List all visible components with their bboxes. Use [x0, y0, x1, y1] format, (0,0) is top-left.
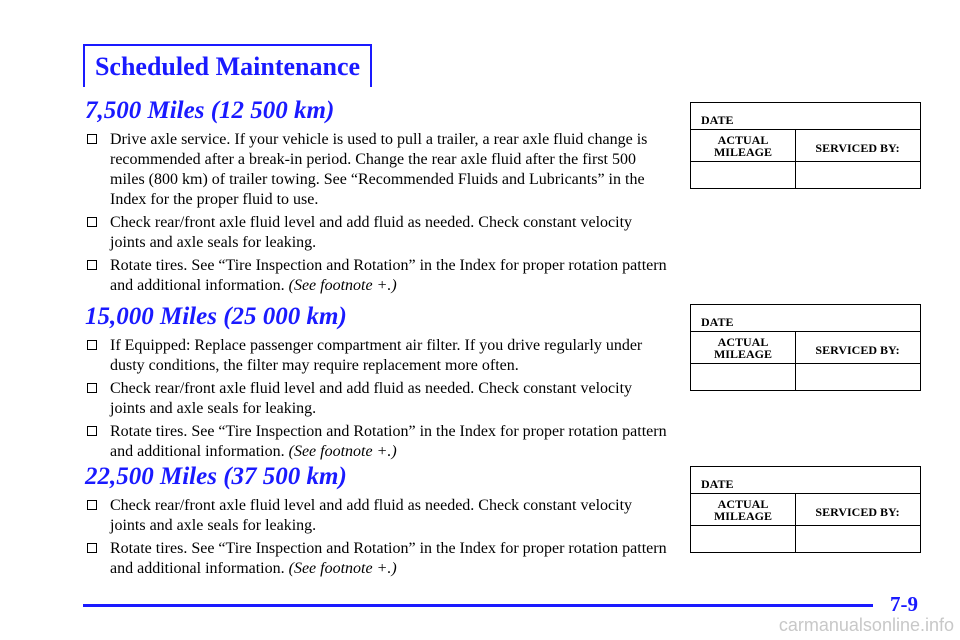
- item-text: If Equipped: Replace passenger compartment air filter. If you drive regularly under dusty conditions, the filter may require replacement more often.: [110, 337, 643, 374]
- checklist-item: [85, 336, 670, 376]
- divider: [691, 363, 920, 364]
- divider: [691, 493, 920, 494]
- mileage-label: MILEAGE: [713, 145, 772, 159]
- mileage-label: MILEAGE: [713, 347, 772, 361]
- divider: [795, 331, 796, 390]
- checkbox[interactable]: [87, 543, 97, 553]
- checkbox[interactable]: [87, 426, 97, 436]
- section-title-tab: [83, 44, 372, 87]
- maintenance-section-22500: [85, 462, 670, 582]
- section-title: Scheduled Maintenance: [94, 51, 361, 81]
- service-log-box[interactable]: [690, 466, 921, 553]
- serviced-by-label: SERVICED BY:: [815, 141, 900, 155]
- serviced-by-label: SERVICED BY:: [815, 343, 900, 357]
- checkbox[interactable]: [87, 500, 97, 510]
- date-label: DATE: [701, 477, 734, 491]
- checklist-item: [85, 379, 670, 419]
- date-label: DATE: [701, 315, 734, 329]
- checkbox[interactable]: [87, 383, 97, 393]
- divider: [795, 493, 796, 552]
- item-text: Rotate tires. See “Tire Inspection and Rotation” in the Index for proper rotation pattern and additional information.: [110, 423, 667, 460]
- maintenance-section-15000: [85, 302, 670, 465]
- checkbox[interactable]: [87, 217, 97, 227]
- checkbox[interactable]: [87, 340, 97, 350]
- divider: [691, 525, 920, 526]
- item-text: Check rear/front axle fluid level and add fluid as needed. Check constant velocity joints and axle seals for leaking.: [110, 497, 633, 534]
- actual-mileage-label: [691, 498, 795, 522]
- watermark: carmanualsonline.info: [778, 615, 954, 635]
- checklist-item: [85, 539, 670, 579]
- section-heading: 22,500 Miles (37 500 km): [85, 463, 347, 490]
- item-text: Check rear/front axle fluid level and add fluid as needed. Check constant velocity joints and axle seals for leaking.: [110, 214, 633, 251]
- item-text: Check rear/front axle fluid level and add fluid as needed. Check constant velocity joints and axle seals for leaking.: [110, 380, 633, 417]
- actual-label: ACTUAL: [717, 335, 769, 349]
- checklist-item: [85, 496, 670, 536]
- actual-label: ACTUAL: [717, 497, 769, 511]
- checkbox[interactable]: [87, 134, 97, 144]
- item-text: Drive axle service. If your vehicle is used to pull a trailer, a rear axle fluid change is recommended after a break-in period. Change the rear axle fluid after the first 500 miles (800 km) of trailer towing. See “Recommended Fluids and Lubricants” in the Index for the proper fluid to use.: [110, 131, 648, 208]
- item-text: Rotate tires. See “Tire Inspection and Rotation” in the Index for proper rotation pattern and additional information.: [110, 540, 667, 577]
- checklist-item: [85, 422, 670, 462]
- divider: [691, 129, 920, 130]
- section-heading: 7,500 Miles (12 500 km): [85, 97, 335, 124]
- maintenance-section-7500: [85, 96, 670, 299]
- serviced-by-label: SERVICED BY:: [815, 505, 900, 519]
- actual-mileage-label: [691, 336, 795, 360]
- divider: [691, 331, 920, 332]
- item-footnote: (See footnote +.): [288, 443, 397, 460]
- actual-mileage-label: [691, 134, 795, 158]
- date-label: DATE: [701, 113, 734, 127]
- footer-rule: [83, 604, 873, 607]
- item-footnote: (See footnote +.): [288, 560, 397, 577]
- divider: [795, 129, 796, 188]
- checklist-item: [85, 213, 670, 253]
- service-log-box[interactable]: [690, 304, 921, 391]
- actual-label: ACTUAL: [717, 133, 769, 147]
- item-text: Rotate tires. See “Tire Inspection and Rotation” in the Index for proper rotation pattern and additional information.: [110, 257, 667, 294]
- mileage-label: MILEAGE: [713, 509, 772, 523]
- page-number: 7-9: [890, 592, 918, 616]
- checklist-item: [85, 130, 670, 210]
- service-log-box[interactable]: [690, 102, 921, 189]
- checkbox[interactable]: [87, 260, 97, 270]
- section-heading: 15,000 Miles (25 000 km): [85, 303, 347, 330]
- item-footnote: (See footnote +.): [288, 277, 397, 294]
- divider: [691, 161, 920, 162]
- checklist-item: [85, 256, 670, 296]
